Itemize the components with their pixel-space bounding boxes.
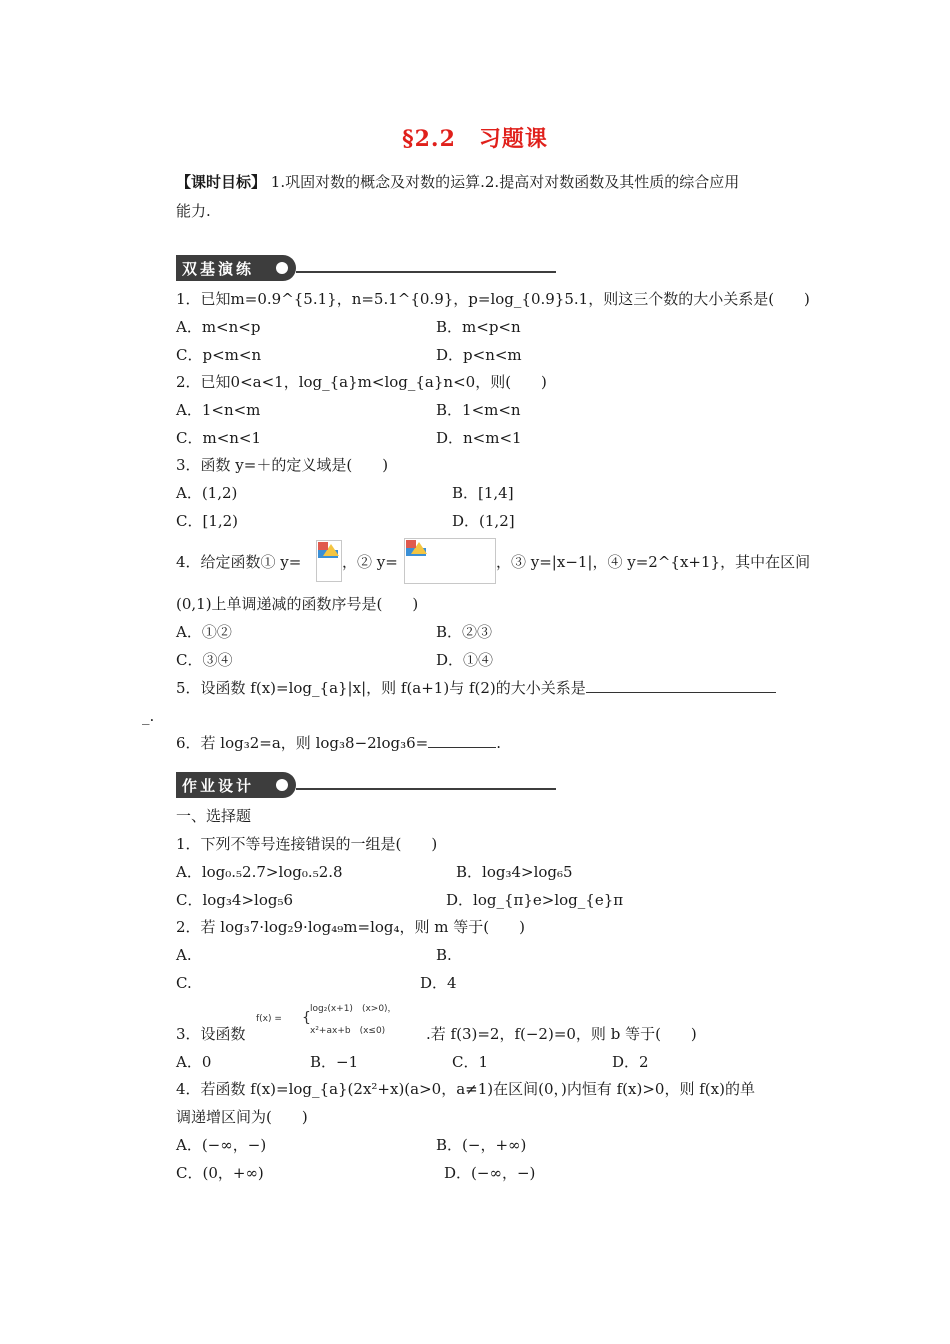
section-rule	[296, 271, 556, 273]
broken-image-icon	[404, 538, 496, 584]
q2-option-d: D．n<m<1	[436, 429, 522, 447]
q1-option-d: D．p<n<m	[436, 346, 522, 364]
page-title: §2.2 习题课	[402, 126, 548, 152]
hw-q4-option-b: B．(−，+∞)	[436, 1136, 527, 1154]
question-3-stem: 3．函数 y=＋的定义域是( )	[176, 456, 389, 474]
hw-question-3-pre: 3．设函数	[176, 1025, 246, 1043]
hw-q4-option-c: C．(0，+∞)	[176, 1164, 264, 1182]
image-placeholder-red	[318, 542, 328, 550]
q3-option-b: B．[1,4]	[452, 484, 514, 502]
answer-blank	[428, 733, 496, 748]
hw-q3-option-c: C．1	[452, 1053, 489, 1071]
hw-q4-option-d: D．(−∞，−)	[444, 1164, 536, 1182]
q2-option-a: A．1<n<m	[176, 401, 261, 419]
q4-option-a: A．①②	[176, 623, 232, 641]
question-6-stem	[176, 733, 501, 753]
hw-q2-option-d: D．4	[420, 974, 457, 992]
section-header-box	[176, 772, 296, 798]
section-label: 双基演练	[182, 260, 255, 278]
lesson-goal	[176, 172, 739, 192]
hw-q1-option-c: C．log₃4>log₅6	[176, 891, 294, 909]
q2-option-b: B．1<m<n	[436, 401, 521, 419]
q4-option-d: D．①④	[436, 651, 494, 669]
section-header-basic-drill	[176, 255, 556, 281]
q5-text: 5．设函数 f(x)=log_{a}|x|，则 f(a+1)与 f(2)的大小关系是	[176, 679, 586, 697]
piecewise-fx-label: f(x) =	[256, 1014, 282, 1024]
question-4-part2: ，② y=	[342, 553, 398, 571]
hw-question-3-post: .若 f(3)=2，f(−2)=0，则 b 等于( )	[426, 1025, 697, 1043]
q3-option-c: C．[1,2)	[176, 512, 239, 530]
section-label: 作业设计	[182, 777, 255, 795]
hw-q2-option-b: B.	[436, 946, 452, 964]
goal-tag: 【课时目标】	[176, 173, 267, 191]
hw-q1-option-a: A．log₀.₅2.7>log₀.₅2.8	[176, 863, 343, 881]
hw-q3-option-d: D．2	[612, 1053, 649, 1071]
piecewise-case-2: x²+ax+b (x≤0)	[310, 1026, 386, 1036]
answer-blank	[586, 678, 776, 693]
hw-question-1-stem: 1．下列不等号连接错误的一组是( )	[176, 835, 438, 853]
hw-q3-option-a: A．0	[176, 1053, 212, 1071]
bullet-dot-icon	[276, 262, 288, 274]
bullet-dot-icon	[276, 779, 288, 791]
q1-option-c: C．p<m<n	[176, 346, 262, 364]
question-5-stem	[176, 678, 776, 698]
question-4-part1: 4．给定函数① y=	[176, 553, 302, 571]
piecewise-brace: {	[302, 1010, 311, 1026]
q6-tail: .	[496, 734, 502, 752]
question-1-stem: 1．已知m=0.9^{5.1}，n=5.1^{0.9}，p=log_{0.9}5.1，则这三个数的大小关系是( )	[176, 290, 810, 308]
hw-q4-option-a: A．(−∞，−)	[176, 1136, 267, 1154]
q4-option-b: B．②③	[436, 623, 493, 641]
q4-option-c: C．③④	[176, 651, 233, 669]
q3-option-a: A．(1,2)	[176, 484, 238, 502]
hw-question-4-line2: 调递增区间为( )	[176, 1108, 308, 1126]
hw-q3-option-b: B．−1	[310, 1053, 359, 1071]
section-rule	[296, 788, 556, 790]
hw-heading: 一、选择题	[176, 807, 252, 825]
hw-q2-option-a: A.	[176, 946, 192, 964]
image-placeholder-red	[406, 540, 416, 548]
question-2-stem: 2．已知0<a<1，log_{a}m<log_{a}n<0，则( )	[176, 373, 547, 391]
piecewise-case-1: log₂(x+1) (x>0)，	[310, 1004, 397, 1014]
q2-option-c: C．m<n<1	[176, 429, 262, 447]
q3-option-d: D．(1,2]	[452, 512, 515, 530]
hw-q1-option-d: D．log_{π}e>log_{e}π	[446, 891, 624, 909]
q5-tail: _.	[142, 707, 155, 725]
question-4-line2: (0,1)上单调递减的函数序号是( )	[176, 595, 419, 613]
hw-q1-option-b: B．log₃4>log₆5	[456, 863, 573, 881]
q1-option-b: B．m<p<n	[436, 318, 521, 336]
section-header-homework	[176, 772, 556, 798]
q6-text: 6．若 log₃2=a，则 log₃8−2log₃6=	[176, 734, 429, 752]
broken-image-icon	[316, 540, 342, 582]
hw-question-4-line1: 4．若函数 f(x)=log_{a}(2x²+x)(a>0，a≠1)在区间(0，)内恒有 f(x)>0，则 f(x)的单	[176, 1080, 755, 1098]
goal-text-line2: 能力.	[176, 202, 211, 220]
q1-option-a: A．m<n<p	[176, 318, 261, 336]
hw-question-2-stem: 2．若 log₃7·log₂9·log₄₉m=log₄，则 m 等于( )	[176, 918, 525, 936]
hw-q2-option-c: C.	[176, 974, 192, 992]
question-4-part3: ，③ y=|x−1|，④ y=2^{x+1}，其中在区间	[496, 553, 811, 571]
section-header-box	[176, 255, 296, 281]
goal-text-line1: 1.巩固对数的概念及对数的运算.2.提高对对数函数及其性质的综合应用	[270, 173, 740, 191]
